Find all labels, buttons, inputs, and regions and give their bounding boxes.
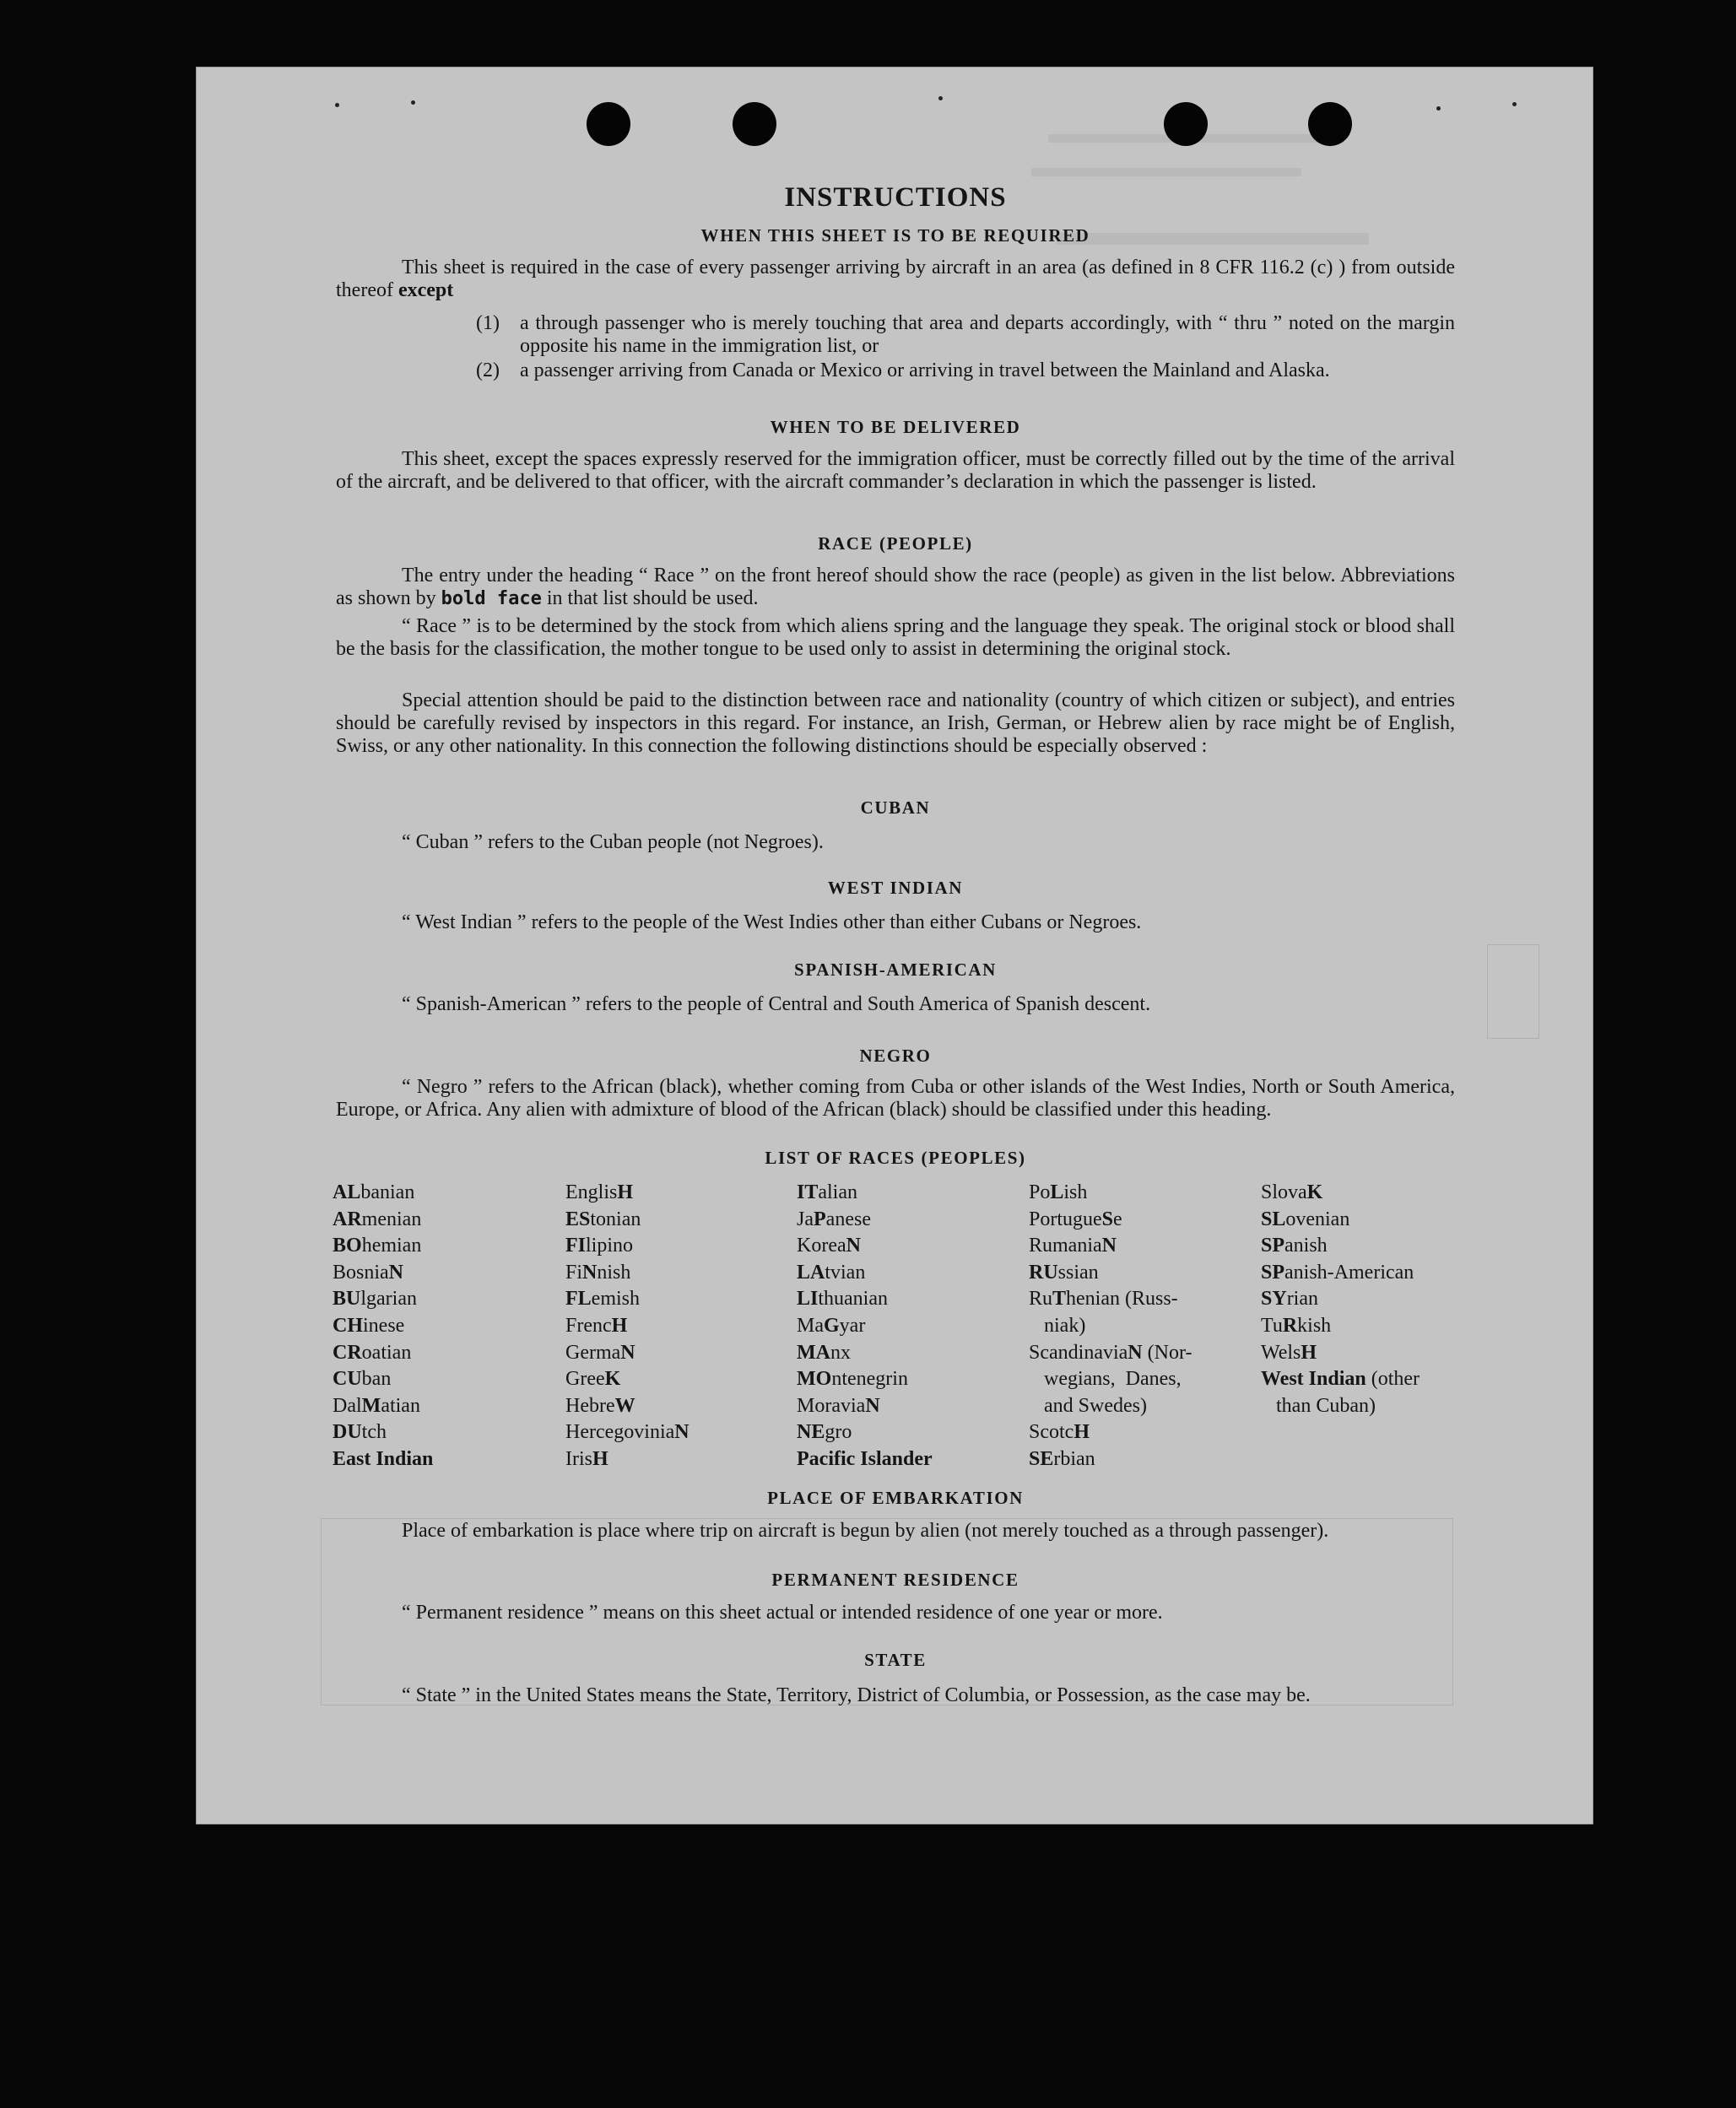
race-text: lgarian xyxy=(360,1288,417,1311)
spanish-american-text: “ Spanish-American ” refers to the people of Central and South America of Spanish descent. xyxy=(402,993,1151,1015)
race-text: alian xyxy=(818,1181,857,1203)
speck xyxy=(938,96,943,100)
race-entry xyxy=(1261,1180,1420,1207)
race-text: rbian xyxy=(1053,1447,1095,1470)
item-text: a passenger arriving from Canada or Mexico or arriving in travel between the Mainland and Alaska. xyxy=(520,359,1330,381)
race-entry xyxy=(1261,1366,1420,1393)
item-number: (2) xyxy=(476,359,500,381)
when-delivered-text: This sheet, except the spaces expressly reserved for the immigration officer, must be correctly filled out by the time of the arrival of the aircraft, and be delivered to that officer, with the aircraft commander’s declaration in which the passenger is listed. xyxy=(336,448,1455,493)
heading-when-required: WHEN THIS SHEET IS TO BE REQUIRED xyxy=(700,225,1090,246)
race-entry xyxy=(1029,1260,1192,1287)
embarkation-text: Place of embarkation is place where trip on aircraft is begun by alien (not merely touched as a through passenger). xyxy=(402,1520,1329,1542)
race-paragraph-2: “ Race ” is to be determined by the stock from which aliens spring and the language they speak. The original stock or blood shall be the basis for the classification, the mother tongue to be used only to assist in determining the original stock. xyxy=(336,615,1455,660)
heading-permanent-residence: PERMANENT RESIDENCE xyxy=(771,1570,1019,1590)
race-abbreviation: FI xyxy=(565,1235,586,1257)
race-entry xyxy=(797,1233,933,1260)
race-abbreviation: BU xyxy=(333,1288,361,1311)
race-abbreviation: CH xyxy=(333,1314,363,1337)
race-text: gro xyxy=(825,1421,852,1444)
race-text: Moravia xyxy=(797,1394,866,1417)
race-entry xyxy=(565,1286,690,1313)
race-abbreviation: P xyxy=(814,1208,826,1230)
race-entry xyxy=(1029,1446,1192,1473)
race-abbreviation: SP xyxy=(1261,1261,1285,1284)
race-text: kish xyxy=(1297,1314,1332,1337)
when-required-item-1 xyxy=(476,312,1455,358)
race-text: Rumania xyxy=(1029,1235,1102,1257)
punch-hole xyxy=(587,102,630,146)
race-entry xyxy=(565,1233,690,1260)
race-text: Ma xyxy=(797,1314,824,1337)
race-abbreviation: CR xyxy=(333,1341,362,1364)
race-entry xyxy=(1029,1366,1192,1393)
race-abbreviation: H xyxy=(611,1314,628,1337)
race-entry xyxy=(797,1286,933,1313)
race-entry xyxy=(333,1207,433,1234)
race-paragraph-1 xyxy=(336,565,1455,610)
race-entry xyxy=(1261,1286,1420,1313)
race-abbreviation: East Indian xyxy=(333,1447,434,1470)
race-text: wegians, Danes, xyxy=(1029,1368,1182,1391)
race-text: Gree xyxy=(565,1368,605,1391)
race-entry xyxy=(1261,1313,1420,1340)
race-abbreviation: SE xyxy=(1029,1447,1054,1470)
race-abbreviation: W xyxy=(614,1394,635,1417)
race-text: tch xyxy=(361,1421,387,1444)
race-abbreviation: RU xyxy=(1029,1261,1058,1284)
race-p1-text-end: in that list should be used. xyxy=(546,587,759,609)
race-abbreviation: NE xyxy=(797,1421,825,1444)
heading-negro: NEGRO xyxy=(859,1046,932,1066)
race-text: Ja xyxy=(797,1208,814,1230)
race-text: emish xyxy=(591,1288,640,1311)
race-entry xyxy=(1261,1233,1420,1260)
race-entry xyxy=(1261,1340,1420,1367)
race-text: Fi xyxy=(565,1261,583,1284)
race-entry xyxy=(797,1313,933,1340)
race-abbreviation: L xyxy=(1050,1181,1064,1203)
race-abbreviation: N xyxy=(865,1394,880,1417)
race-entry xyxy=(565,1393,690,1420)
race-text: nx xyxy=(830,1341,851,1364)
race-abbreviation: DU xyxy=(333,1421,362,1444)
race-abbreviation: MO xyxy=(797,1368,832,1391)
race-text: rian xyxy=(1286,1288,1318,1311)
race-text: oatian xyxy=(361,1341,412,1364)
race-entry xyxy=(333,1446,433,1473)
page-title: INSTRUCTIONS xyxy=(784,182,1007,213)
race-text: lipino xyxy=(586,1235,634,1257)
race-entry xyxy=(1029,1393,1192,1420)
race-entry xyxy=(797,1260,933,1287)
race-entry xyxy=(1029,1233,1192,1260)
race-text: Frenc xyxy=(565,1314,612,1337)
race-entry xyxy=(565,1260,690,1287)
cuban-text: “ Cuban ” refers to the Cuban people (not Negroes). xyxy=(402,831,824,853)
state-text: “ State ” in the United States means the State, Territory, District of Columbia, or Possession, as the case may be. xyxy=(402,1684,1311,1706)
show-through-mark xyxy=(1031,168,1301,176)
race-text: anish xyxy=(1284,1235,1328,1257)
show-through-box xyxy=(1487,944,1539,1039)
race-entry xyxy=(565,1207,690,1234)
race-text: Slova xyxy=(1261,1181,1307,1203)
race-entry xyxy=(333,1366,433,1393)
when-required-intro-text: This sheet is required in the case of every passenger arriving by aircraft in an area (as defined in 8 CFR 116.2 (c) ) from outside thereof xyxy=(336,257,1455,301)
race-text: ntenegrin xyxy=(831,1368,908,1391)
race-text: Englis xyxy=(565,1181,618,1203)
race-text: Germa xyxy=(565,1341,621,1364)
race-text: yar xyxy=(839,1314,866,1337)
race-abbreviation: AR xyxy=(333,1208,362,1230)
heading-list-of-races: LIST OF RACES (PEOPLES) xyxy=(765,1148,1026,1168)
race-text: Hercegovinia xyxy=(565,1421,675,1444)
race-text: henian (Russ- xyxy=(1066,1288,1178,1311)
race-text: (Nor- xyxy=(1142,1341,1192,1364)
race-text: menian xyxy=(361,1208,422,1230)
race-entry xyxy=(565,1313,690,1340)
race-abbreviation: K xyxy=(604,1368,621,1391)
race-entry xyxy=(1261,1207,1420,1234)
race-text: banian xyxy=(360,1181,415,1203)
race-abbreviation: H xyxy=(1301,1341,1317,1364)
race-abbreviation: N xyxy=(620,1341,635,1364)
race-entry xyxy=(1029,1286,1192,1313)
race-entry xyxy=(333,1233,433,1260)
race-abbreviation: N xyxy=(674,1421,690,1444)
race-text: Dal xyxy=(333,1394,362,1417)
race-abbreviation: N xyxy=(1101,1235,1117,1257)
race-text: Korea xyxy=(797,1235,846,1257)
race-entry xyxy=(1029,1419,1192,1446)
race-entry xyxy=(565,1446,690,1473)
race-abbreviation: ES xyxy=(565,1208,591,1230)
race-text: anish-American xyxy=(1284,1261,1414,1284)
race-text: Po xyxy=(1029,1181,1051,1203)
race-abbreviation: AL xyxy=(333,1181,361,1203)
race-entry xyxy=(1261,1260,1420,1287)
punch-hole xyxy=(1308,102,1352,146)
race-entry xyxy=(797,1340,933,1367)
race-abbreviation: N xyxy=(1128,1341,1143,1364)
race-abbreviation: BO xyxy=(333,1235,362,1257)
residence-text: “ Permanent residence ” means on this sheet actual or intended residence of one year or more. xyxy=(402,1602,1163,1624)
heading-west-indian: WEST INDIAN xyxy=(827,878,964,898)
race-text: tvian xyxy=(825,1261,866,1284)
race-entry xyxy=(1261,1393,1420,1420)
race-abbreviation: H xyxy=(617,1181,634,1203)
race-entry xyxy=(797,1207,933,1234)
race-entry xyxy=(565,1340,690,1367)
race-text: thuanian xyxy=(818,1288,888,1311)
race-text: ish xyxy=(1063,1181,1088,1203)
race-entry xyxy=(797,1419,933,1446)
race-text: e xyxy=(1113,1208,1122,1230)
race-abbreviation: MA xyxy=(797,1341,830,1364)
race-entry xyxy=(333,1286,433,1313)
race-entry xyxy=(333,1340,433,1367)
race-abbreviation: SY xyxy=(1261,1288,1287,1311)
heading-state: STATE xyxy=(864,1650,927,1670)
race-text: Scandinavia xyxy=(1029,1341,1128,1364)
race-column-4 xyxy=(1029,1180,1192,1473)
race-entry xyxy=(797,1393,933,1420)
race-entry xyxy=(1029,1207,1192,1234)
race-text: and Swedes) xyxy=(1029,1394,1147,1417)
race-entry xyxy=(565,1180,690,1207)
speck xyxy=(335,103,339,107)
race-text: ovenian xyxy=(1285,1208,1350,1230)
race-text: hemian xyxy=(361,1235,422,1257)
race-abbreviation: R xyxy=(1282,1314,1298,1337)
race-text: (other xyxy=(1366,1368,1420,1391)
race-text: Hebre xyxy=(565,1394,615,1417)
punch-hole xyxy=(1164,102,1208,146)
speck xyxy=(1436,106,1441,111)
speck xyxy=(411,100,415,105)
race-column-3 xyxy=(797,1180,933,1473)
race-p1-bold: bold face xyxy=(441,588,542,609)
heading-cuban: CUBAN xyxy=(860,797,931,818)
race-p1-text: The entry under the heading “ Race ” on the front hereof should show the race (people) as given in the list below. Abbreviations as shown by xyxy=(336,565,1455,609)
race-abbreviation: SP xyxy=(1261,1235,1285,1257)
race-entry xyxy=(333,1260,433,1287)
race-entry xyxy=(797,1180,933,1207)
heading-spanish-american: SPANISH-AMERICAN xyxy=(794,959,997,980)
race-text: Bosnia xyxy=(333,1261,389,1284)
race-text: tonian xyxy=(590,1208,641,1230)
race-text: Tu xyxy=(1261,1314,1283,1337)
race-abbreviation: H xyxy=(1074,1421,1090,1444)
when-required-item-2 xyxy=(476,359,1455,382)
race-abbreviation: N xyxy=(388,1261,404,1284)
west-indian-text: “ West Indian ” refers to the people of the West Indies other than either Cubans or Negroes. xyxy=(402,911,1142,933)
race-abbreviation: IT xyxy=(797,1181,819,1203)
punch-hole xyxy=(733,102,776,146)
race-abbreviation: N xyxy=(846,1235,861,1257)
when-required-except: except xyxy=(397,279,454,301)
race-text: anese xyxy=(825,1208,871,1230)
race-abbreviation: Pacific Islander xyxy=(797,1447,933,1470)
race-text: than Cuban) xyxy=(1261,1394,1376,1417)
race-abbreviation: LI xyxy=(797,1288,819,1311)
race-abbreviation: LA xyxy=(797,1261,825,1284)
heading-embarkation: PLACE OF EMBARKATION xyxy=(767,1488,1024,1508)
race-abbreviation: M xyxy=(361,1394,381,1417)
race-text: nish xyxy=(597,1261,631,1284)
race-abbreviation: T xyxy=(1052,1288,1067,1311)
heading-when-delivered: WHEN TO BE DELIVERED xyxy=(770,417,1021,437)
race-entry xyxy=(333,1419,433,1446)
race-abbreviation: H xyxy=(592,1447,608,1470)
race-text: Scotc xyxy=(1029,1421,1074,1444)
race-entry xyxy=(565,1419,690,1446)
race-abbreviation: SL xyxy=(1261,1208,1286,1230)
item-number: (1) xyxy=(476,312,500,334)
race-text: Ru xyxy=(1029,1288,1053,1311)
race-entry xyxy=(1029,1180,1192,1207)
item-text: a through passenger who is merely touching that area and departs accordingly, with “ thru ” noted on the margin opposite his name in the immigration list, or xyxy=(520,312,1455,357)
race-abbreviation: N xyxy=(582,1261,598,1284)
race-column-1 xyxy=(333,1180,433,1473)
race-column-5 xyxy=(1261,1180,1420,1419)
race-entry xyxy=(1029,1313,1192,1340)
race-text: atian xyxy=(381,1394,420,1417)
document-sheet xyxy=(196,67,1593,1824)
race-text: Portugue xyxy=(1029,1208,1102,1230)
race-entry xyxy=(797,1366,933,1393)
race-paragraph-3: Special attention should be paid to the distinction between race and nationality (country of which citizen or subject), and entries should be carefully revised by inspectors in this regard. For instance, an Irish, German, or Hebrew alien by race might be of English, Swiss, or any other nationality. In this connection the following distinctions should be especially observed : xyxy=(336,689,1455,757)
race-text: Wels xyxy=(1261,1341,1301,1364)
race-abbreviation: K xyxy=(1306,1181,1323,1203)
race-abbreviation: West Indian xyxy=(1261,1368,1366,1391)
race-abbreviation: S xyxy=(1101,1208,1114,1230)
race-text: niak) xyxy=(1029,1314,1086,1337)
race-entry xyxy=(565,1366,690,1393)
race-text: Iris xyxy=(565,1447,592,1470)
negro-text: “ Negro ” refers to the African (black), whether coming from Cuba or other islands of the West Indies, North or South America, Europe, or Africa. Any alien with admixture of blood of the African (black) should be classified under this heading. xyxy=(336,1076,1455,1121)
race-entry xyxy=(333,1393,433,1420)
heading-race: RACE (PEOPLE) xyxy=(818,533,973,554)
race-entry xyxy=(333,1180,433,1207)
race-entry xyxy=(333,1313,433,1340)
when-required-intro xyxy=(336,257,1455,302)
race-abbreviation: FL xyxy=(565,1288,592,1311)
race-abbreviation: G xyxy=(824,1314,840,1337)
race-text: inese xyxy=(363,1314,405,1337)
speck xyxy=(1512,102,1517,106)
race-column-2 xyxy=(565,1180,690,1473)
race-text: ban xyxy=(361,1368,392,1391)
race-entry xyxy=(1029,1340,1192,1367)
race-entry xyxy=(797,1446,933,1473)
race-text: ssian xyxy=(1057,1261,1099,1284)
race-abbreviation: CU xyxy=(333,1368,362,1391)
